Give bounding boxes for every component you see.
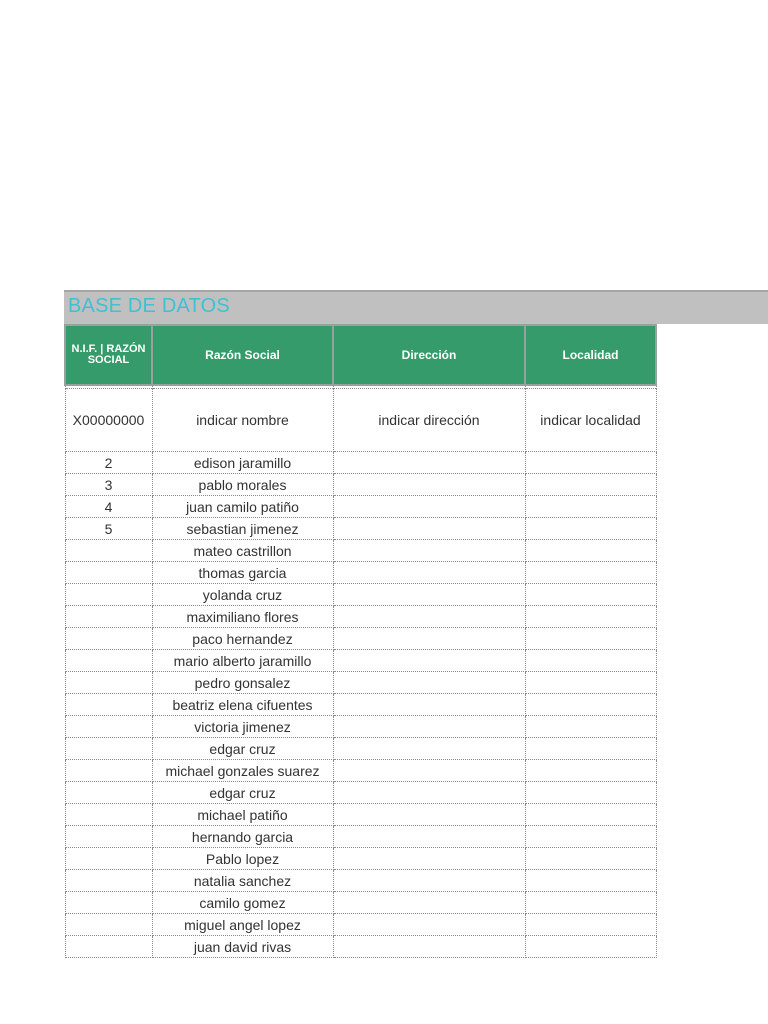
table-row [65, 914, 656, 936]
cell-razon-social[interactable]: sebastian jimenez [152, 518, 333, 540]
cell-razon-social[interactable]: edgar cruz [152, 738, 333, 760]
cell-localidad[interactable] [525, 892, 656, 914]
cell-nif[interactable] [65, 650, 152, 672]
cell-razon-social[interactable]: edison jaramillo [152, 452, 333, 474]
cell-direccion[interactable] [333, 650, 525, 672]
cell-razon-social[interactable]: yolanda cruz [152, 584, 333, 606]
cell-direccion[interactable] [333, 694, 525, 716]
table-row [65, 672, 656, 694]
cell-direccion[interactable] [333, 496, 525, 518]
table-row [65, 518, 656, 540]
cell-razon-social[interactable]: natalia sanchez [152, 870, 333, 892]
header-row [65, 325, 656, 385]
cell-nif[interactable]: X00000000 [65, 389, 152, 452]
cell-localidad[interactable] [525, 936, 656, 958]
cell-direccion[interactable] [333, 804, 525, 826]
cell-localidad[interactable] [525, 716, 656, 738]
header-nif[interactable]: N.I.F. | RAZÓN SOCIAL [65, 325, 152, 385]
cell-direccion[interactable] [333, 672, 525, 694]
table-row [65, 650, 656, 672]
table-row [65, 870, 656, 892]
cell-nif[interactable] [65, 738, 152, 760]
table-row [65, 694, 656, 716]
cell-nif[interactable]: 4 [65, 496, 152, 518]
cell-localidad[interactable] [525, 628, 656, 650]
cell-nif[interactable] [65, 914, 152, 936]
sheet-title: BASE DE DATOS [68, 295, 230, 317]
cell-direccion[interactable] [333, 562, 525, 584]
cell-razon-social[interactable]: juan david rivas [152, 936, 333, 958]
title-bar [64, 290, 768, 324]
cell-localidad[interactable] [525, 738, 656, 760]
cell-nif[interactable] [65, 870, 152, 892]
cell-localidad[interactable] [525, 826, 656, 848]
cell-localidad[interactable] [525, 672, 656, 694]
cell-nif[interactable] [65, 826, 152, 848]
cell-direccion[interactable] [333, 914, 525, 936]
cell-razon-social[interactable]: maximiliano flores [152, 606, 333, 628]
cell-localidad[interactable] [525, 650, 656, 672]
table-row [65, 496, 656, 518]
cell-direccion[interactable] [333, 760, 525, 782]
cell-direccion[interactable] [333, 936, 525, 958]
cell-nif[interactable] [65, 694, 152, 716]
cell-nif[interactable] [65, 936, 152, 958]
cell-direccion[interactable]: indicar dirección [333, 389, 525, 452]
cell-nif[interactable] [65, 584, 152, 606]
table-row [65, 628, 656, 650]
cell-razon-social[interactable]: hernando garcia [152, 826, 333, 848]
cell-razon-social[interactable]: michael patiño [152, 804, 333, 826]
cell-localidad[interactable] [525, 606, 656, 628]
cell-direccion[interactable] [333, 474, 525, 496]
cell-localidad[interactable] [525, 518, 656, 540]
cell-nif[interactable] [65, 562, 152, 584]
cell-direccion[interactable] [333, 452, 525, 474]
cell-razon-social[interactable]: edgar cruz [152, 782, 333, 804]
cell-nif[interactable]: 3 [65, 474, 152, 496]
cell-razon-social[interactable]: pedro gonsalez [152, 672, 333, 694]
cell-nif[interactable]: 5 [65, 518, 152, 540]
cell-localidad[interactable] [525, 782, 656, 804]
cell-direccion[interactable] [333, 782, 525, 804]
cell-localidad[interactable] [525, 760, 656, 782]
header-direccion[interactable]: Dirección [333, 325, 525, 385]
cell-nif[interactable] [65, 716, 152, 738]
cell-direccion[interactable] [333, 738, 525, 760]
cell-direccion[interactable] [333, 870, 525, 892]
cell-nif[interactable] [65, 760, 152, 782]
table-row [65, 584, 656, 606]
table-row [65, 474, 656, 496]
table-row [65, 848, 656, 870]
table-row [65, 892, 656, 914]
cell-nif[interactable] [65, 782, 152, 804]
cell-razon-social[interactable]: mateo castrillon [152, 540, 333, 562]
cell-razon-social[interactable]: beatriz elena cifuentes [152, 694, 333, 716]
cell-localidad[interactable] [525, 562, 656, 584]
cell-razon-social[interactable]: pablo morales [152, 474, 333, 496]
table-row [65, 936, 656, 958]
cell-localidad[interactable] [525, 914, 656, 936]
cell-nif[interactable] [65, 606, 152, 628]
table-row [65, 804, 656, 826]
cell-localidad[interactable] [525, 804, 656, 826]
cell-nif[interactable] [65, 672, 152, 694]
cell-razon-social[interactable]: michael gonzales suarez [152, 760, 333, 782]
cell-direccion[interactable] [333, 584, 525, 606]
cell-razon-social[interactable]: Pablo lopez [152, 848, 333, 870]
table-row [65, 826, 656, 848]
cell-razon-social[interactable]: camilo gomez [152, 892, 333, 914]
database-table [64, 324, 657, 958]
cell-localidad[interactable] [525, 540, 656, 562]
header-razon-social[interactable]: Razón Social [152, 325, 333, 385]
cell-direccion[interactable] [333, 848, 525, 870]
table-row [65, 782, 656, 804]
cell-razon-social[interactable]: miguel angel lopez [152, 914, 333, 936]
header-localidad[interactable]: Localidad [525, 325, 656, 385]
cell-razon-social[interactable]: thomas garcia [152, 562, 333, 584]
cell-nif[interactable] [65, 848, 152, 870]
cell-nif[interactable] [65, 804, 152, 826]
table-row [65, 716, 656, 738]
table-row [65, 606, 656, 628]
table-row [65, 540, 656, 562]
table-row [65, 760, 656, 782]
table-row [65, 452, 656, 474]
cell-direccion[interactable] [333, 518, 525, 540]
cell-direccion[interactable] [333, 716, 525, 738]
cell-razon-social[interactable]: mario alberto jaramillo [152, 650, 333, 672]
cell-nif[interactable] [65, 628, 152, 650]
cell-localidad[interactable] [525, 584, 656, 606]
cell-localidad[interactable] [525, 452, 656, 474]
table-row [65, 562, 656, 584]
cell-localidad[interactable] [525, 848, 656, 870]
cell-localidad[interactable] [525, 870, 656, 892]
cell-nif[interactable]: 2 [65, 452, 152, 474]
cell-direccion[interactable] [333, 826, 525, 848]
table-row [65, 738, 656, 760]
cell-direccion[interactable] [333, 540, 525, 562]
cell-direccion[interactable] [333, 892, 525, 914]
cell-localidad[interactable] [525, 694, 656, 716]
table-row-first [65, 389, 656, 452]
cell-nif[interactable] [65, 540, 152, 562]
table-body [65, 385, 656, 958]
cell-razon-social[interactable]: victoria jimenez [152, 716, 333, 738]
cell-direccion[interactable] [333, 606, 525, 628]
cell-direccion[interactable] [333, 628, 525, 650]
cell-localidad[interactable] [525, 496, 656, 518]
cell-localidad[interactable]: indicar localidad [525, 389, 656, 452]
cell-razon-social[interactable]: paco hernandez [152, 628, 333, 650]
cell-razon-social[interactable]: indicar nombre [152, 389, 333, 452]
cell-nif[interactable] [65, 892, 152, 914]
cell-localidad[interactable] [525, 474, 656, 496]
cell-razon-social[interactable]: juan camilo patiño [152, 496, 333, 518]
